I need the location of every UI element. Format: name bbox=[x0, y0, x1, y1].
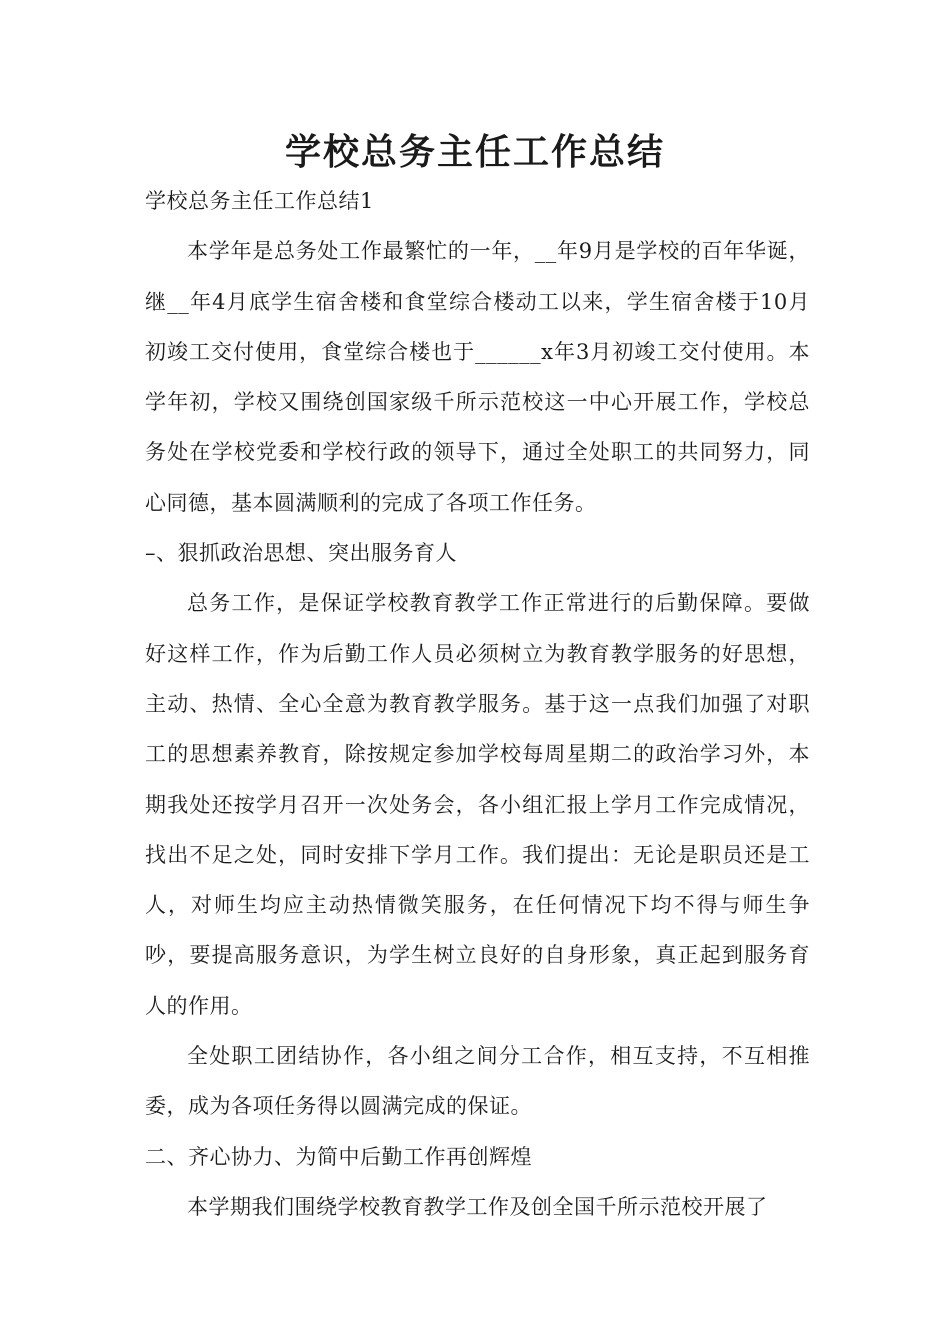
paragraph: 全处职工团结协作，各小组之间分工合作，相互支持，不互相推委，成为各项任务得以圆满完成的保证。 bbox=[145, 1044, 810, 1119]
document-title: 学校总务主任工作总结 bbox=[284, 132, 665, 173]
paragraph: 本学期我们围绕学校教育教学工作及创全国千所示范校开展了 bbox=[187, 1194, 768, 1219]
paragraph: 本学年是总务处工作最繁忙的一年，__年9月是学校的百年华诞，继__年4月底学生宿舍楼和食堂综合楼动工以来，学生宿舍楼于10月初竣工交付使用，食堂综合楼也于______x年3月初竣工交付使用。本学年初，学校又围绕创国家级千所示范校这一中心开展工作，学校总务处在学校党委和学校行政的领导下，通过全处职工的共同努力，同心同德，基本圆满顺利的完成了各项工作任务。 bbox=[145, 239, 810, 515]
document-subtitle: 学校总务主任工作总结1 bbox=[145, 189, 374, 213]
section-heading: –、狠抓政治思想、突出服务育人 bbox=[145, 541, 457, 566]
paragraph: 总务工作，是保证学校教育教学工作正常进行的后勤保障。要做好这样工作，作为后勤工作人员必须树立为教育教学服务的好思想，主动、热情、全心全意为教育教学服务。基于这一点我们加强了对职工的思想素养教育，除按规定参加学校每周星期二的政治学习外，本期我处还按学月召开一次处务会，各小组汇报上学月工作完成情况，找出不足之处，同时安排下学月工作。我们提出：无论是职员还是工人，对师生均应主动热情微笑服务，在任何情况下均不得与师生争吵，要提高服务意识，为学生树立良好的自身形象，真正起到服务育人的作用。 bbox=[145, 591, 810, 1018]
document-body bbox=[145, 176, 810, 1232]
section-heading: 二、齐心协力、为简中后勤工作再创辉煌 bbox=[145, 1144, 532, 1169]
